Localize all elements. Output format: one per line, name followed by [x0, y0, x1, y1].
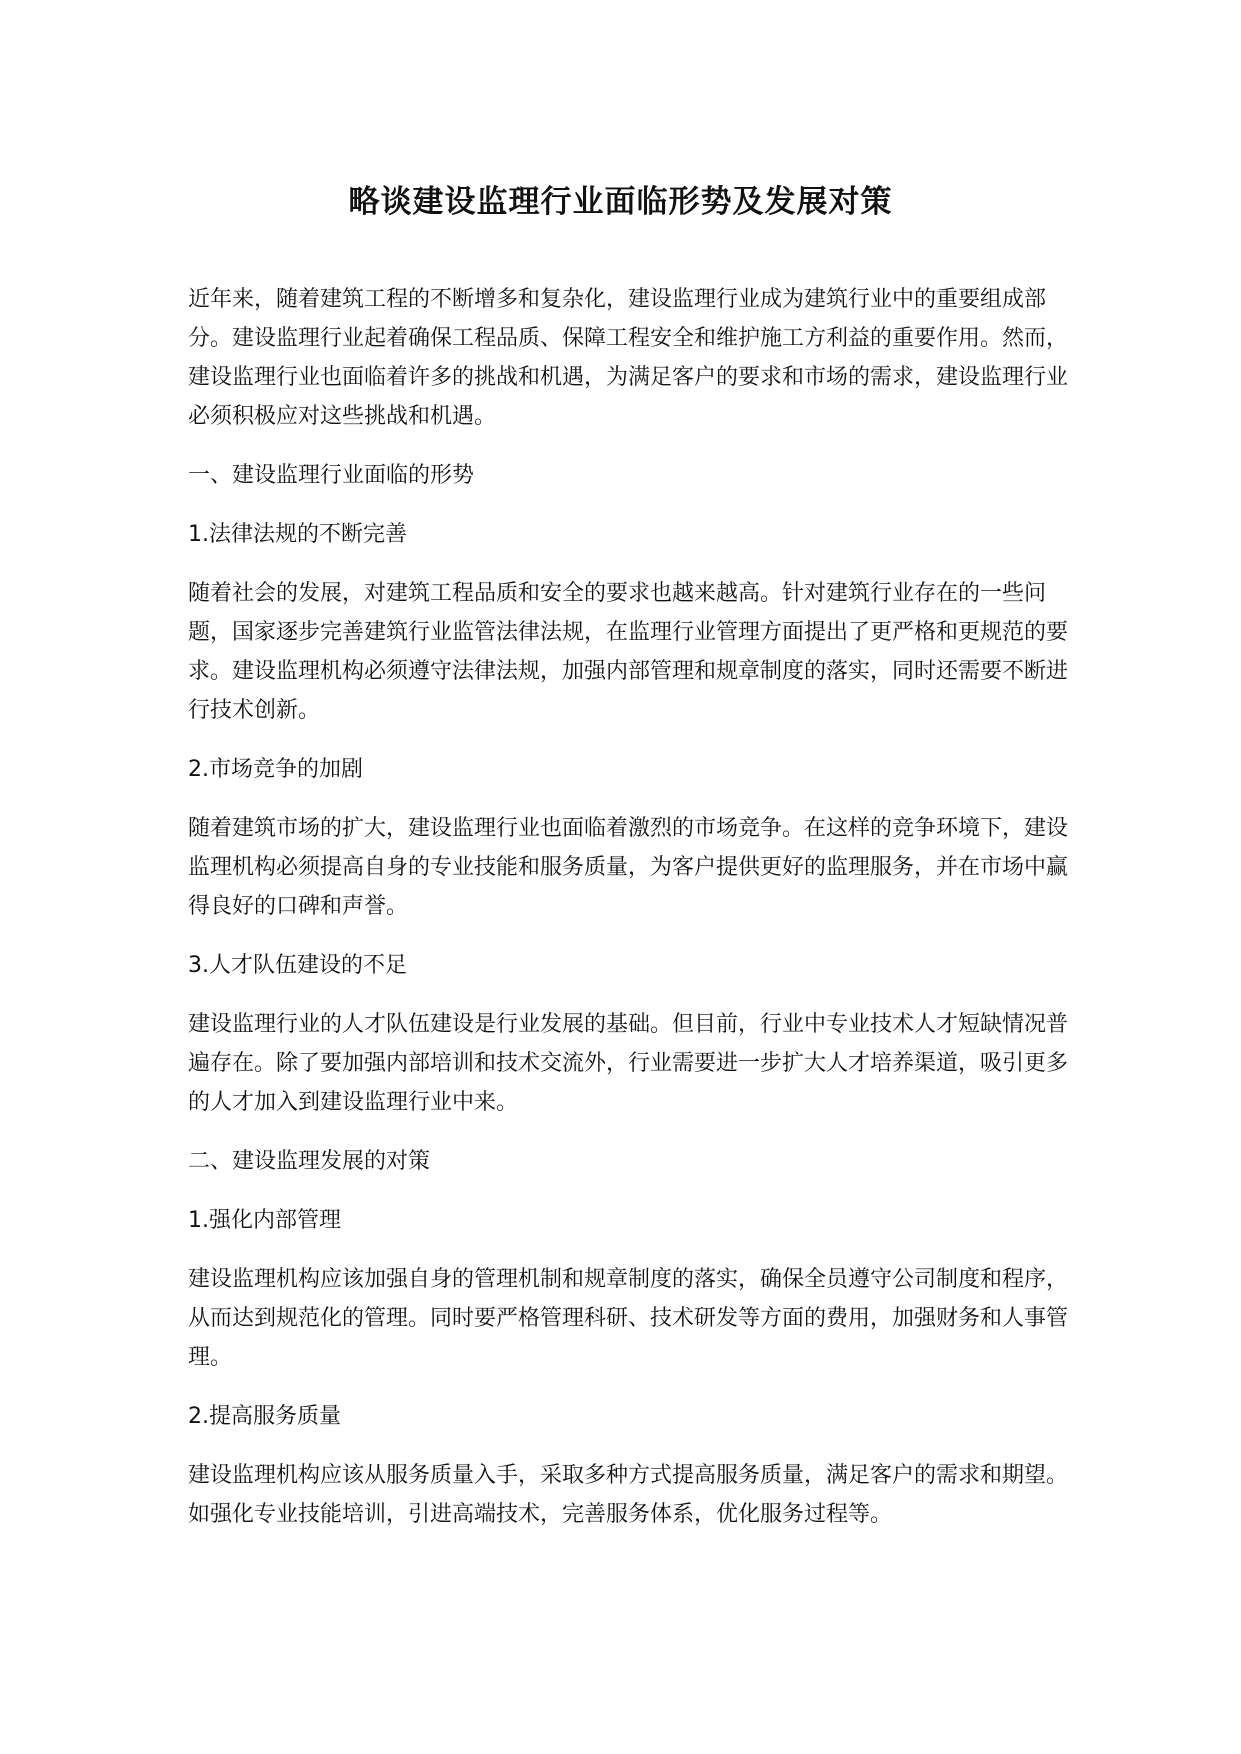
subsection-heading: 2.市场竞争的加剧 [188, 757, 363, 782]
subsection-heading: 3.人才队伍建设的不足 [188, 953, 407, 978]
document-title: 略谈建设监理行业面临形势及发展对策 [348, 184, 893, 220]
subsection-heading: 1.法律法规的不断完善 [188, 522, 407, 547]
subsection-paragraph: 建设监理机构应该加强自身的管理机制和规章制度的落实，确保全员遵守公司制度和程序，从而达到规范化的管理。同时要严格管理科研、技术研发等方面的费用，加强财务和人事管理。 [188, 1267, 1069, 1370]
subsection-paragraph: 建设监理行业的人才队伍建设是行业发展的基础。但目前，行业中专业技术人才短缺情况普遍存在。除了要加强内部培训和技术交流外，行业需要进一步扩大人才培养渠道，吸引更多的人才加入到建设监理行业中来。 [188, 1012, 1069, 1115]
section-heading-countermeasures: 二、建设监理发展的对策 [188, 1149, 431, 1174]
subsection-paragraph: 随着社会的发展，对建筑工程品质和安全的要求也越来越高。针对建筑行业存在的一些问题，国家逐步完善建筑行业监管法律法规，在监理行业管理方面提出了更严格和更规范的要求。建设监理机构必须遵守法律法规，加强内部管理和规章制度的落实，同时还需要不断进行技术创新。 [188, 581, 1069, 723]
subsection-paragraph: 随着建筑市场的扩大，建设监理行业也面临着激烈的市场竞争。在这样的竞争环境下，建设监理机构必须提高自身的专业技能和服务质量，为客户提供更好的监理服务，并在市场中赢得良好的口碑和声誉。 [188, 816, 1069, 919]
section-heading-situation: 一、建设监理行业面临的形势 [188, 463, 475, 488]
subsection-paragraph: 建设监理机构应该从服务质量入手，采取多种方式提高服务质量，满足客户的需求和期望。如强化专业技能培训，引进高端技术，完善服务体系，优化服务过程等。 [188, 1463, 1069, 1527]
subsection-heading: 2.提高服务质量 [188, 1404, 341, 1429]
intro-paragraph: 近年来，随着建筑工程的不断增多和复杂化，建设监理行业成为建筑行业中的重要组成部分。建设监理行业起着确保工程品质、保障工程安全和维护施工方利益的重要作用。然而，建设监理行业也面临着许多的挑战和机遇，为满足客户的要求和市场的需求，建设监理行业必须积极应对这些挑战和机遇。 [188, 287, 1069, 429]
subsection-heading: 1.强化内部管理 [188, 1208, 341, 1233]
document-body [188, 280, 1068, 1534]
